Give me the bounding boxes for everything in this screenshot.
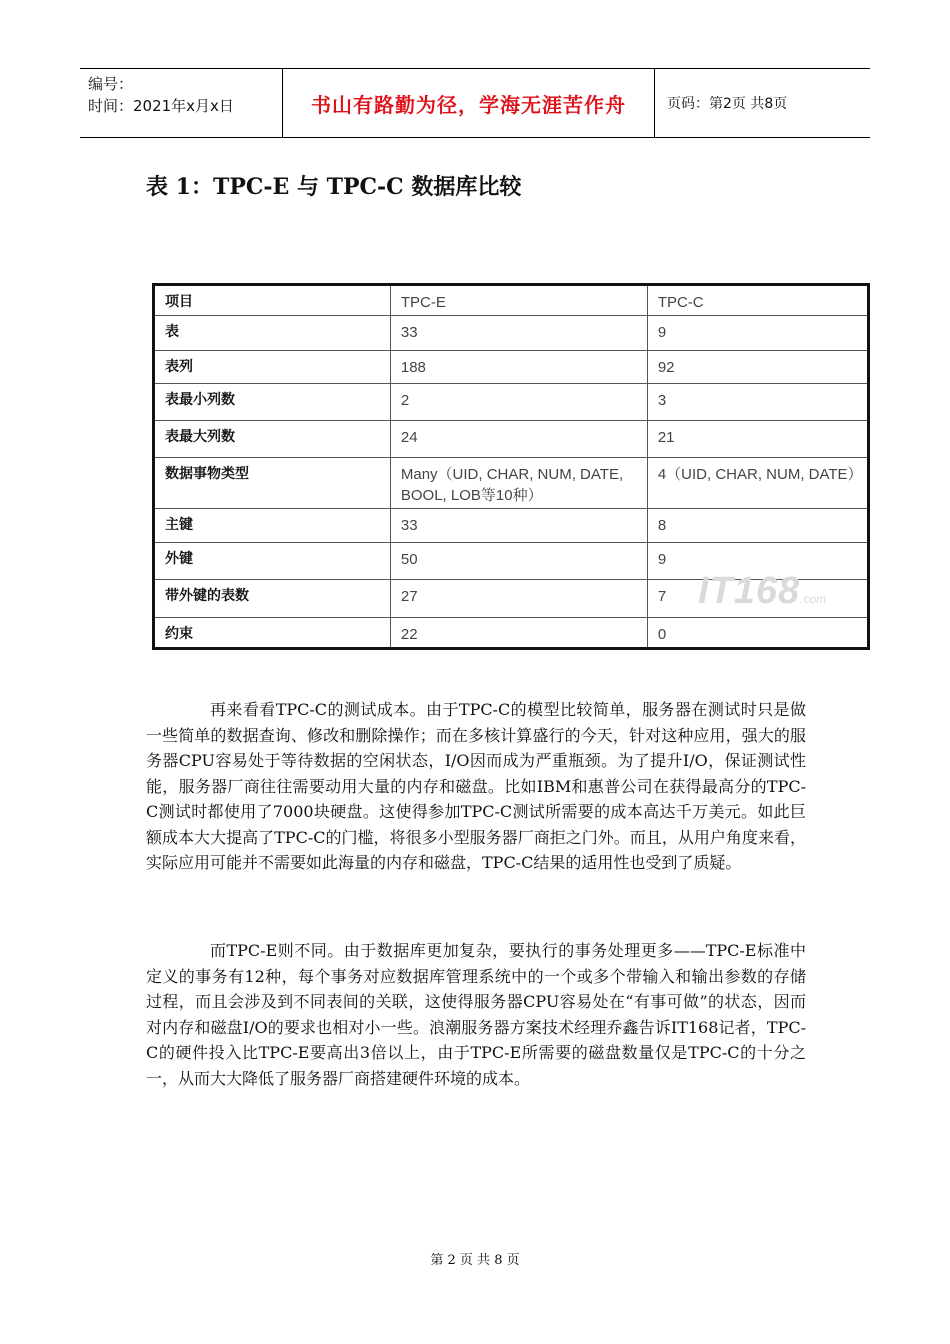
comparison-table-container: [152, 283, 872, 650]
table-cell: 22: [390, 618, 647, 649]
page-header: [80, 68, 870, 138]
table-cell: 表最大列数: [154, 421, 391, 458]
table-cell: 33: [390, 316, 647, 351]
table-cell: 9: [647, 316, 868, 351]
body-paragraph-1: 再来看看TPC-C的测试成本。由于TPC-C的模型比较简单，服务器在测试时只是做一些简单的数据查询、修改和删除操作；而在多核计算盛行的今天，针对这种应用，强大的服务器CPU容易处于等待数据的空闲状态，I/O因而成为严重瓶颈。为了提升I/O，保证测试性能，服务器厂商往往需要动用大量的内存和磁盘。比如IBM和惠普公司在获得最高分的TPC-C测试时都使用了7000块硬盘。这使得参加TPC-C测试所需要的成本高达千万美元。如此巨额成本大大提高了TPC-C的门槛，将很多小型服务器厂商拒之门外。而且，从用户角度来看，实际应用可能并不需要如此海量的内存和磁盘，TPC-C结果的适用性也受到了质疑。: [146, 700, 806, 872]
table-row: [154, 509, 869, 543]
table-title: 表 1：TPC-E 与 TPC-C 数据库比较: [146, 174, 522, 200]
table-cell: 表列: [154, 351, 391, 384]
table-cell: 27: [390, 580, 647, 618]
table-cell: 7: [647, 580, 868, 618]
watermark-sub: .com: [800, 592, 827, 606]
table-cell: 表: [154, 316, 391, 351]
watermark-main: IT168: [698, 570, 801, 612]
body-paragraph-2: 而TPC-E则不同。由于数据库更加复杂，要执行的事务处理更多——TPC-E标准中定义的事务有12种，每个事务对应数据库管理系统中的一个或多个带输入和输出参数的存储过程，而且会涉及到不同表间的关联，这使得服务器CPU容易处在“有事可做”的状态，因而对内存和磁盘I/O的要求也相对小一些。浪潮服务器方案技术经理乔鑫告诉IT168记者，TPC-C的硬件投入比TPC-E要高出3倍以上，由于TPC-E所需要的磁盘数量仅是TPC-C的十分之一，从而大大降低了服务器厂商搭建硬件环境的成本。: [146, 941, 806, 1088]
table-header-cell: TPC-E: [390, 285, 647, 316]
table-cell: 3: [647, 384, 868, 421]
table-row: [154, 384, 869, 421]
table-cell: 带外键的表数: [154, 580, 391, 618]
table-cell: 表最小列数: [154, 384, 391, 421]
table-row: [154, 618, 869, 649]
table-cell: 24: [390, 421, 647, 458]
table-cell: 4（UID, CHAR, NUM, DATE）: [647, 458, 868, 509]
table-cell: 主键: [154, 509, 391, 543]
header-page-info: 页码：第2页 共8页: [667, 96, 788, 112]
table-header-row: [154, 285, 869, 316]
table-row: [154, 458, 869, 509]
table-cell: 21: [647, 421, 868, 458]
page-footer: 第 2 页 共 8 页: [430, 1253, 520, 1268]
table-cell: 92: [647, 351, 868, 384]
table-cell: 8: [647, 509, 868, 543]
table-cell: 数据事物类型: [154, 458, 391, 509]
table-cell: 外键: [154, 543, 391, 580]
table-header-cell: 项目: [154, 285, 391, 316]
table-cell: 2: [390, 384, 647, 421]
table-cell: 33: [390, 509, 647, 543]
table-cell: 50: [390, 543, 647, 580]
it168-watermark-logo: [698, 570, 826, 613]
table-cell: 约束: [154, 618, 391, 649]
table-cell: Many（UID, CHAR, NUM, DATE, BOOL, LOB等10种）: [390, 458, 647, 509]
header-motto: 书山有路勤为径，学海无涯苦作舟: [283, 69, 655, 137]
table-cell: 0: [647, 618, 868, 649]
table-row: [154, 316, 869, 351]
header-number: 编号：: [88, 75, 134, 93]
header-meta: [80, 69, 283, 137]
table-header-cell: TPC-C: [647, 285, 868, 316]
table-row: [154, 421, 869, 458]
table-cell: 188: [390, 351, 647, 384]
header-date: 时间：2021年x月x日: [88, 97, 234, 115]
table-row: [154, 351, 869, 384]
table-cell: 9: [647, 543, 868, 580]
